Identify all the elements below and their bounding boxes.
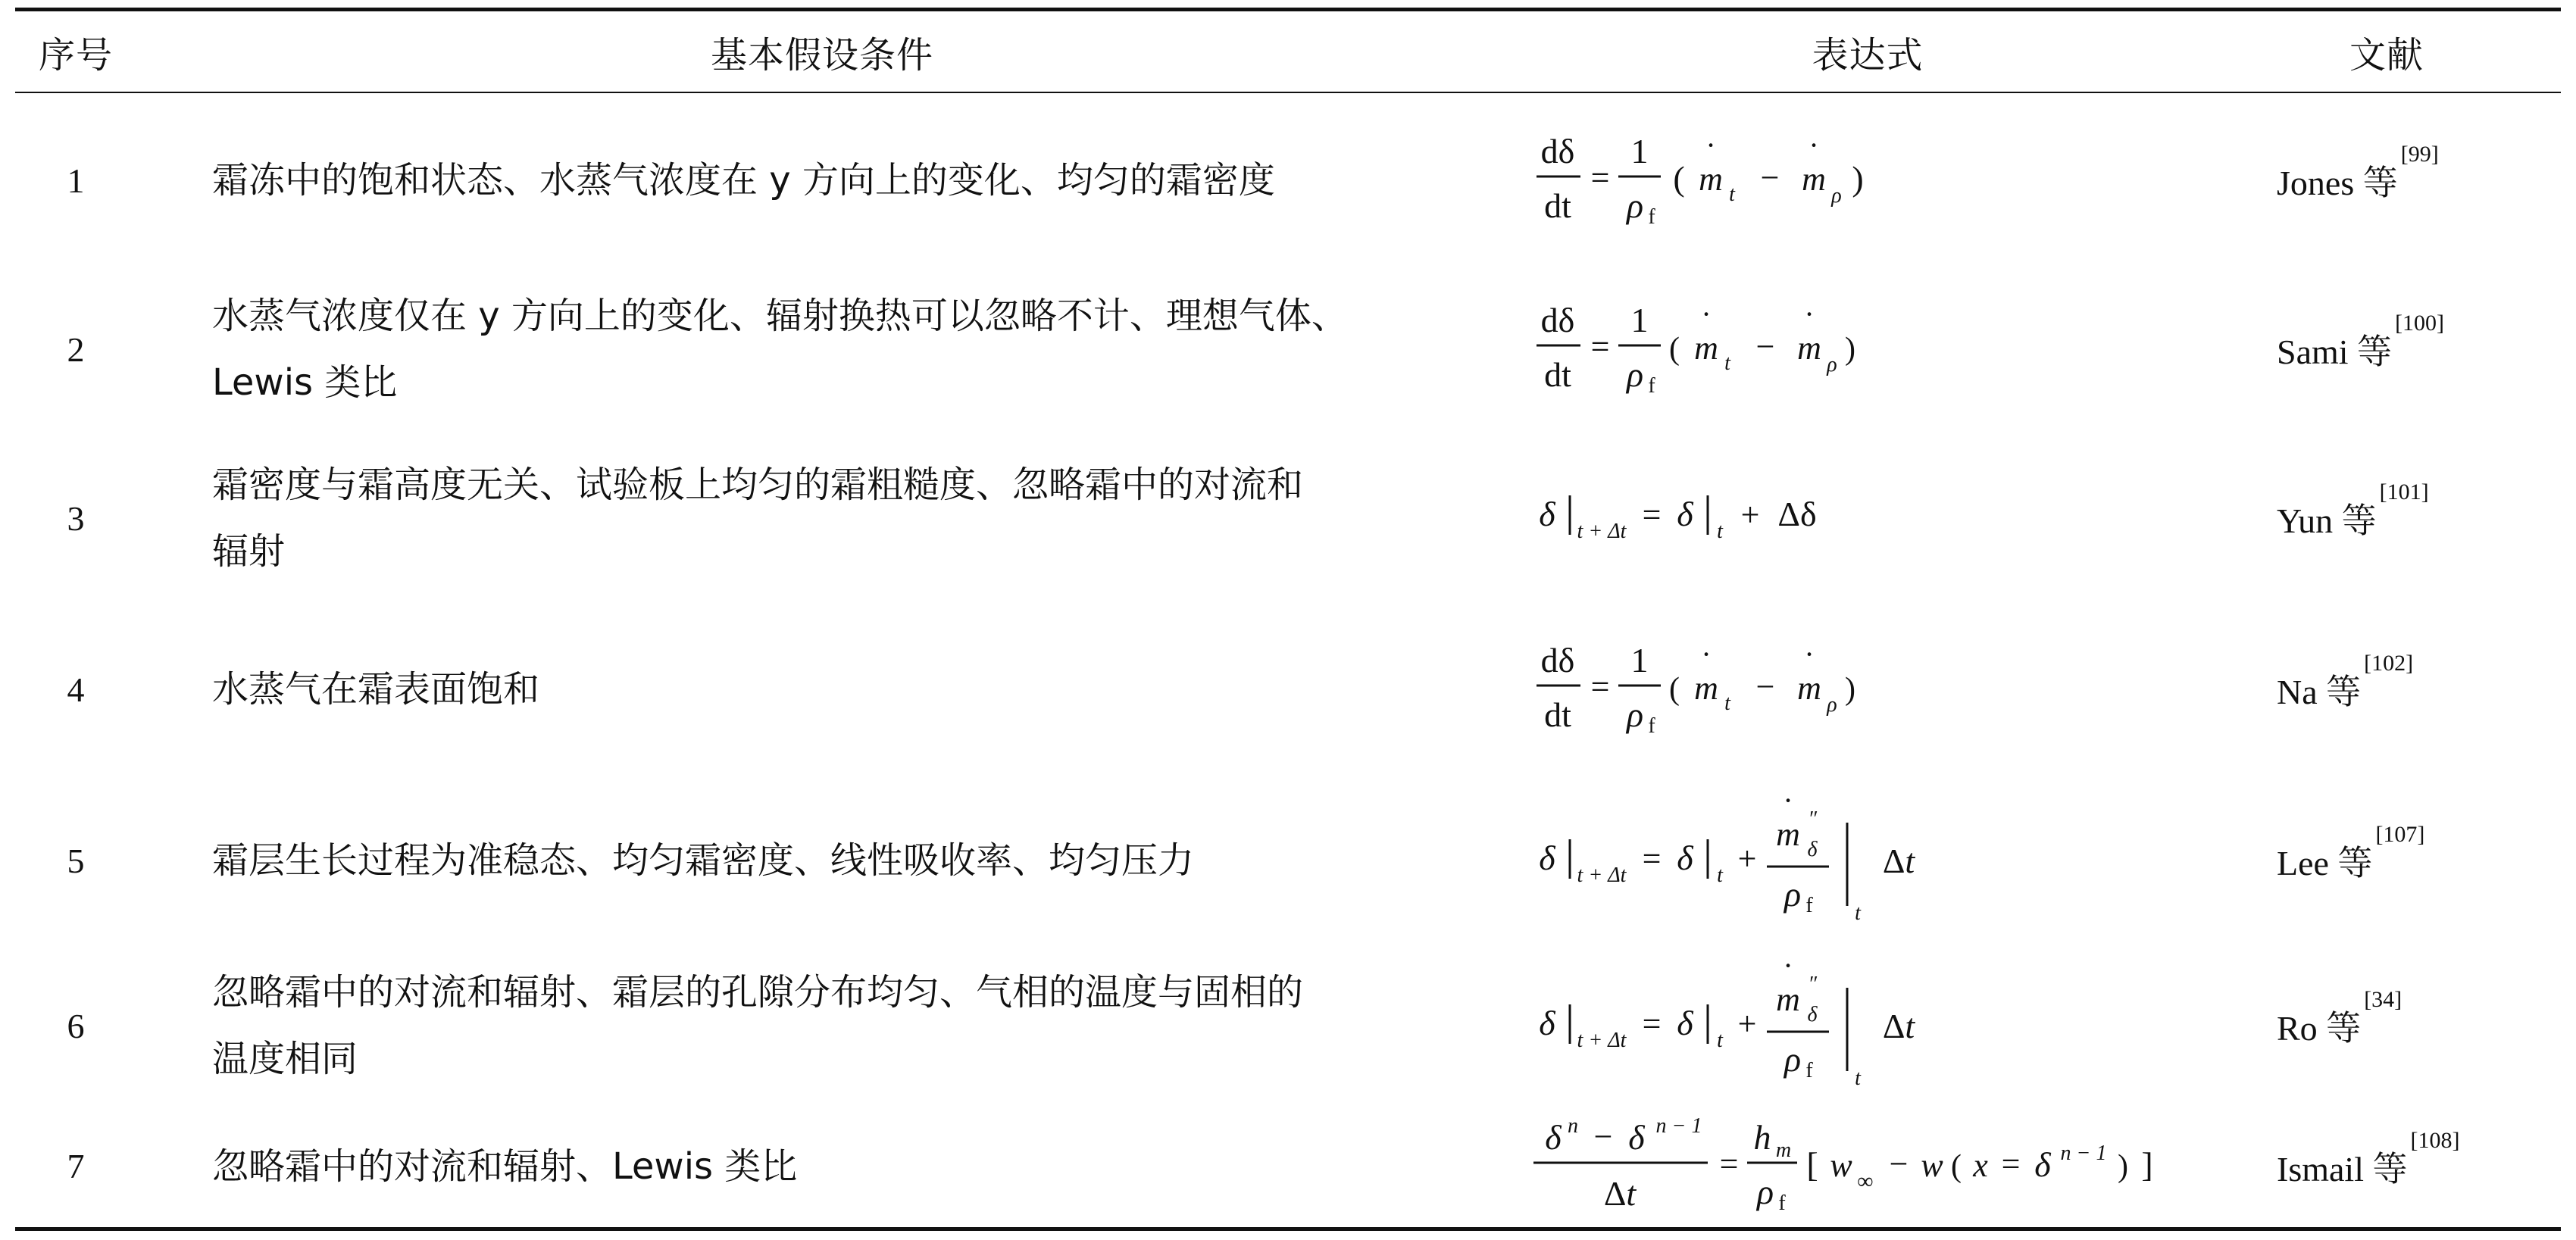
reference-author: Jones 等: [2277, 164, 2398, 202]
svg-text:t + Δt: t + Δt: [1577, 864, 1627, 887]
table-row: [15, 95, 2561, 266]
svg-text:m: m: [1694, 670, 1718, 707]
svg-text:t: t: [1717, 1029, 1723, 1052]
svg-text:=: =: [1590, 159, 1610, 196]
reference-citation: [108]: [2410, 1127, 2460, 1153]
svg-text:): ): [2118, 1148, 2128, 1184]
row-conditions: 霜层生长过程为准稳态、均匀霜密度、线性吸收率、均匀压力: [212, 839, 1195, 882]
svg-text:h: h: [1753, 1117, 1771, 1157]
svg-text:+: +: [1737, 840, 1757, 877]
svg-text:f: f: [1648, 374, 1655, 398]
row-reference: [2277, 946, 2549, 1105]
svg-text:δ: δ: [1807, 838, 1818, 861]
svg-text:m: m: [1797, 670, 1821, 707]
svg-text:f: f: [1805, 1059, 1813, 1082]
svg-text:·: ·: [1701, 637, 1712, 671]
formula-dfrac-mass-flux: [1530, 292, 1955, 406]
svg-text:m: m: [1775, 1138, 1792, 1162]
row-number: 6: [67, 1006, 85, 1045]
svg-text:·: ·: [1783, 948, 1793, 982]
svg-text:m: m: [1776, 981, 1800, 1018]
formula-height-increment: [1530, 480, 1955, 556]
svg-text:t: t: [1855, 1067, 1861, 1090]
svg-text:−: −: [1760, 159, 1780, 196]
svg-text:dt: dt: [1544, 355, 1571, 394]
reference-author: Sami 等: [2277, 333, 2393, 371]
svg-text:m: m: [1802, 161, 1826, 198]
reference-citation: [101]: [2379, 479, 2429, 504]
row-expression: [1530, 266, 2258, 433]
row-number: 4: [67, 670, 85, 709]
row-number: 3: [67, 498, 85, 538]
svg-text:1: 1: [1630, 132, 1649, 170]
svg-text:f: f: [1778, 1191, 1786, 1215]
svg-text:(: (: [1951, 1148, 1962, 1184]
table-bottom-rule: [15, 1227, 2561, 1231]
formula-height-mass-flux: [1530, 948, 1955, 1094]
svg-text:=: =: [1719, 1145, 1739, 1182]
row-expression: [1530, 946, 2258, 1105]
svg-text:·: ·: [1809, 128, 1819, 162]
svg-text:w: w: [1921, 1146, 1943, 1184]
table-header-rule: [15, 92, 2561, 93]
formula-dfrac-mass-flux: [1530, 632, 1955, 746]
svg-text:δ: δ: [1677, 495, 1693, 533]
reference-author: Ro 等: [2277, 1009, 2362, 1048]
table-row: [15, 604, 2561, 775]
svg-text:dδ: dδ: [1540, 301, 1575, 339]
svg-text:dt: dt: [1544, 695, 1571, 734]
header-no: 序号: [38, 33, 113, 77]
svg-text:·: ·: [1804, 297, 1815, 331]
svg-text:Δt: Δt: [1882, 1007, 1915, 1045]
svg-text:=: =: [1642, 1005, 1662, 1042]
header-expression: 表达式: [1812, 33, 1924, 77]
svg-text:f: f: [1648, 205, 1655, 229]
reference-author: Lee 等: [2277, 844, 2373, 882]
row-reference: [2277, 1105, 2549, 1227]
svg-text:ρ: ρ: [1831, 184, 1842, 208]
svg-text:n: n: [1568, 1114, 1578, 1138]
svg-text:δ: δ: [1539, 839, 1555, 877]
row-expression: [1530, 95, 2258, 266]
table-row: [15, 946, 2561, 1105]
row-expression: [1530, 1105, 2258, 1227]
svg-text:ρ: ρ: [1626, 186, 1644, 225]
row-number: 5: [67, 841, 85, 880]
svg-text:(: (: [1673, 159, 1685, 198]
row-number: 7: [67, 1147, 85, 1185]
svg-text:δ: δ: [1677, 839, 1693, 877]
svg-text:f: f: [1648, 714, 1655, 738]
reference-citation: [102]: [2364, 651, 2414, 676]
svg-text:Δδ: Δδ: [1777, 495, 1817, 533]
svg-text:ρ: ρ: [1756, 1172, 1774, 1211]
svg-text:+: +: [1737, 1005, 1757, 1042]
formula-finite-difference: [1530, 1110, 2212, 1223]
reference-citation: [107]: [2375, 822, 2425, 847]
svg-text:δ: δ: [2034, 1145, 2051, 1184]
table-row: [15, 1105, 2561, 1227]
svg-text:f: f: [1805, 894, 1813, 917]
svg-text:δ: δ: [1545, 1117, 1562, 1157]
svg-text:m: m: [1694, 330, 1718, 367]
svg-text:t: t: [1717, 520, 1723, 543]
reference-author: Yun 等: [2277, 501, 2377, 540]
svg-text:ρ: ρ: [1784, 875, 1802, 914]
svg-text:1: 1: [1630, 301, 1649, 339]
row-number: 1: [67, 161, 85, 200]
svg-text:δ: δ: [1807, 1003, 1818, 1026]
row-reference: [2277, 95, 2549, 266]
reference-citation: [34]: [2364, 987, 2402, 1012]
svg-text:1: 1: [1630, 641, 1649, 679]
table-row: [15, 775, 2561, 946]
svg-text:ρ: ρ: [1827, 353, 1837, 376]
assumptions-table: [15, 8, 2561, 1232]
svg-text:·: ·: [1783, 783, 1793, 817]
svg-text:=: =: [1642, 840, 1662, 877]
svg-text:∞: ∞: [1857, 1168, 1874, 1194]
svg-text:″: ″: [1809, 807, 1818, 831]
svg-text:t: t: [1724, 351, 1730, 375]
table-header-row: [15, 11, 2561, 92]
svg-text:ρ: ρ: [1784, 1040, 1802, 1079]
svg-text:t: t: [1717, 864, 1723, 887]
svg-text:−: −: [1755, 328, 1775, 365]
svg-text:ρ: ρ: [1626, 355, 1644, 394]
svg-text:=: =: [2001, 1145, 2021, 1182]
svg-text:ρ: ρ: [1626, 695, 1644, 734]
svg-text:t + Δt: t + Δt: [1577, 1029, 1627, 1052]
svg-text:+: +: [1740, 496, 1760, 533]
table-row: [15, 433, 2561, 604]
svg-text:−: −: [1593, 1117, 1613, 1155]
svg-text:″: ″: [1809, 973, 1818, 996]
reference-author: Ismail 等: [2277, 1149, 2408, 1188]
svg-text:ρ: ρ: [1827, 693, 1837, 717]
svg-text:·: ·: [1701, 297, 1712, 331]
row-reference: [2277, 775, 2549, 946]
row-reference: [2277, 433, 2549, 604]
svg-text:−: −: [1889, 1145, 1909, 1182]
svg-text:]: ]: [2141, 1145, 2153, 1184]
svg-text:n − 1: n − 1: [2060, 1141, 2107, 1165]
svg-text:=: =: [1590, 328, 1610, 365]
svg-text:): ): [1845, 332, 1855, 367]
row-number: 2: [67, 330, 85, 369]
svg-text:=: =: [1590, 668, 1610, 705]
svg-text:Δt: Δt: [1882, 842, 1915, 880]
header-conditions: 基本假设条件: [710, 33, 933, 77]
svg-text:δ: δ: [1677, 1004, 1693, 1042]
row-expression: [1530, 775, 2258, 946]
row-reference: [2277, 266, 2549, 433]
svg-text:t + Δt: t + Δt: [1577, 520, 1627, 543]
reference-citation: [100]: [2395, 311, 2445, 336]
svg-text:t: t: [1729, 183, 1735, 206]
reference-author: Na 等: [2277, 673, 2362, 711]
header-reference: 文献: [2349, 33, 2424, 77]
svg-text:[: [: [1806, 1145, 1818, 1184]
svg-text:w: w: [1830, 1146, 1852, 1184]
svg-text:m: m: [1797, 330, 1821, 367]
svg-text:dt: dt: [1544, 186, 1571, 225]
svg-text:δ: δ: [1628, 1117, 1645, 1157]
svg-text:=: =: [1642, 496, 1662, 533]
svg-text:n − 1: n − 1: [1655, 1114, 1702, 1138]
svg-text:(: (: [1669, 332, 1680, 367]
svg-text:·: ·: [1705, 128, 1716, 162]
svg-text:m: m: [1699, 161, 1723, 198]
table-row: [15, 266, 2561, 433]
svg-text:δ: δ: [1539, 495, 1555, 533]
svg-text:dδ: dδ: [1540, 132, 1575, 170]
svg-text:(: (: [1669, 672, 1680, 707]
svg-text:t: t: [1855, 901, 1861, 925]
svg-text:): ): [1845, 672, 1855, 707]
svg-text:x: x: [1973, 1146, 1988, 1184]
svg-text:): ): [1852, 159, 1864, 198]
row-conditions: 水蒸气在霜表面饱和: [212, 668, 540, 711]
row-conditions: 忽略霜中的对流和辐射、霜层的孔隙分布均匀、气相的温度与固相的 温度相同: [212, 971, 1304, 1080]
row-expression: [1530, 433, 2258, 604]
formula-dfrac-mass-flux: [1530, 123, 1955, 237]
svg-text:dδ: dδ: [1540, 641, 1575, 679]
row-expression: [1530, 604, 2258, 775]
row-conditions: 霜冻中的饱和状态、水蒸气浓度在 y 方向上的变化、均匀的霜密度: [212, 159, 1275, 201]
svg-text:m: m: [1776, 816, 1800, 853]
svg-text:Δt: Δt: [1603, 1173, 1637, 1213]
svg-text:−: −: [1755, 668, 1775, 705]
svg-text:δ: δ: [1539, 1004, 1555, 1042]
row-conditions: 水蒸气浓度仅在 y 方向上的变化、辐射换热可以忽略不计、理想气体、 Lewis 类比: [212, 295, 1348, 404]
formula-height-mass-flux: [1530, 783, 1955, 929]
row-conditions: 霜密度与霜高度无关、试验板上均匀的霜粗糙度、忽略霜中的对流和 辐射: [212, 464, 1304, 573]
svg-text:t: t: [1724, 692, 1730, 715]
row-reference: [2277, 604, 2549, 775]
svg-text:·: ·: [1804, 637, 1815, 671]
reference-citation: [99]: [2400, 142, 2439, 167]
row-conditions: 忽略霜中的对流和辐射、Lewis 类比: [212, 1145, 798, 1188]
